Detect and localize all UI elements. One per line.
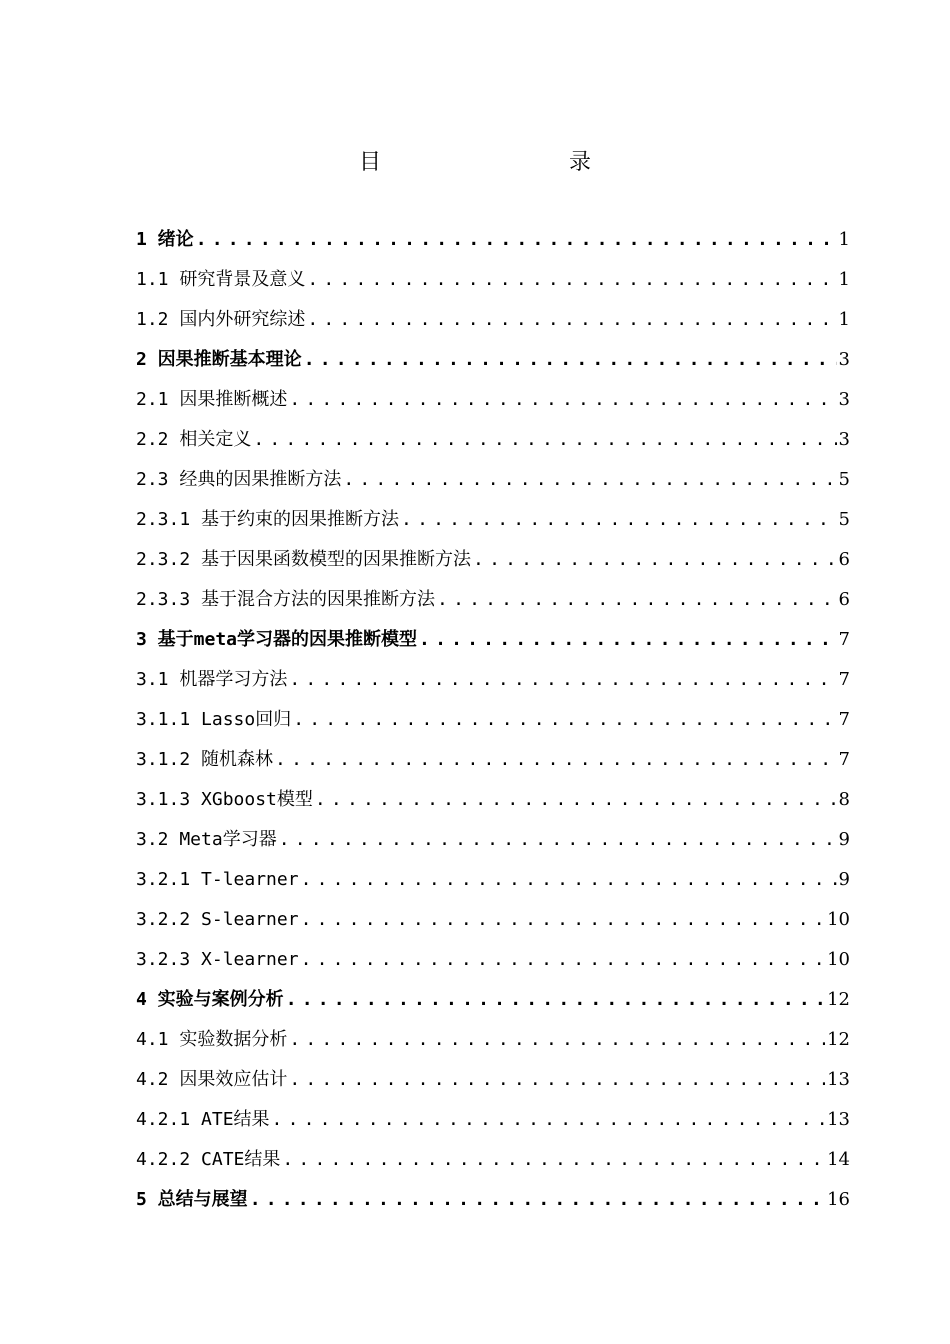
toc-entry-label: 2.3.3 基于混合方法的因果推断方法	[136, 589, 436, 610]
toc-entry-label: 3.1 机器学习方法	[136, 669, 288, 690]
toc-dot-leader	[289, 380, 836, 420]
toc-dot-leader	[282, 1140, 825, 1180]
toc-entry[interactable]	[136, 1020, 850, 1060]
toc-entry-page-number: 3	[838, 389, 850, 410]
toc-entry-page-number: 1	[838, 229, 850, 250]
toc-entry[interactable]	[136, 1180, 850, 1220]
page-title: 目 录	[358, 150, 639, 175]
toc-entry[interactable]	[136, 380, 850, 420]
toc-entry[interactable]	[136, 300, 850, 340]
toc-entry-label: 3.2 Meta学习器	[136, 829, 277, 850]
toc-entry[interactable]	[136, 420, 850, 460]
toc-dot-leader	[307, 300, 836, 340]
toc-entry-label: 3.2.1 T-learner	[136, 869, 299, 890]
toc-entry-page-number: 6	[838, 589, 850, 610]
toc-dot-leader	[419, 620, 837, 660]
toc-entry[interactable]	[136, 460, 850, 500]
toc-entry-page-number: 13	[827, 1069, 850, 1090]
toc-entry-label: 1.1 研究背景及意义	[136, 269, 306, 290]
toc-entry-label: 4.2.1 ATE结果	[136, 1109, 270, 1130]
toc-entry-label: 3 基于meta学习器的因果推断模型	[136, 629, 418, 650]
toc-entry[interactable]	[136, 980, 850, 1020]
toc-entry-label: 5 总结与展望	[136, 1189, 248, 1210]
toc-entry-label: 3.2.2 S-learner	[136, 909, 299, 930]
toc-entry-page-number: 10	[827, 949, 850, 970]
toc-dot-leader	[301, 900, 826, 940]
toc-dot-leader	[437, 580, 837, 620]
toc-dot-leader	[473, 540, 837, 580]
toc-entry[interactable]	[136, 660, 850, 700]
toc-entry-page-number: 7	[838, 749, 850, 770]
toc-entry-page-number: 8	[838, 789, 850, 810]
toc-dot-leader	[307, 260, 836, 300]
toc-dot-leader	[293, 700, 836, 740]
toc-entry[interactable]	[136, 540, 850, 580]
toc-dot-leader	[343, 460, 836, 500]
toc-entry-page-number: 16	[827, 1189, 850, 1210]
toc-entry-page-number: 1	[838, 309, 850, 330]
toc-entry-label: 3.1.3 XGboost模型	[136, 789, 313, 810]
toc-entry-label: 2.1 因果推断概述	[136, 389, 288, 410]
toc-entry-label: 4.2.2 CATE结果	[136, 1149, 281, 1170]
toc-entry-page-number: 9	[838, 829, 850, 850]
toc-entry-label: 4.1 实验数据分析	[136, 1029, 288, 1050]
toc-entry-label: 4.2 因果效应估计	[136, 1069, 288, 1090]
toc-dot-leader	[289, 1020, 825, 1060]
toc-entry-label: 4 实验与案例分析	[136, 989, 284, 1010]
toc-entry-page-number: 7	[838, 629, 850, 650]
toc-entry-label: 1.2 国内外研究综述	[136, 309, 306, 330]
toc-entry-label: 2.3.2 基于因果函数模型的因果推断方法	[136, 549, 472, 570]
toc-entry-label: 3.1.1 Lasso回归	[136, 709, 292, 730]
toc-entry-page-number: 5	[838, 509, 850, 530]
toc-entry[interactable]	[136, 940, 850, 980]
toc-dot-leader	[275, 740, 837, 780]
toc-entry[interactable]	[136, 780, 850, 820]
toc-dot-leader	[304, 340, 837, 380]
toc-entry-page-number: 10	[827, 909, 850, 930]
toc-entry-page-number: 13	[827, 1109, 850, 1130]
toc-entry[interactable]	[136, 260, 850, 300]
toc-dot-leader	[279, 820, 837, 860]
toc-entry-page-number: 7	[838, 669, 850, 690]
toc-entry-label: 2 因果推断基本理论	[136, 349, 302, 370]
toc-entry[interactable]	[136, 1140, 850, 1180]
toc-entry-page-number: 1	[838, 269, 850, 290]
toc-entry-label: 2.3.1 基于约束的因果推断方法	[136, 509, 400, 530]
toc-dot-leader	[253, 420, 836, 460]
toc-entry[interactable]	[136, 620, 850, 660]
toc-list	[136, 220, 850, 1220]
toc-entry-page-number: 12	[827, 1029, 850, 1050]
toc-dot-leader	[315, 780, 837, 820]
toc-entry-page-number: 9	[838, 869, 850, 890]
toc-dot-leader	[301, 940, 826, 980]
toc-entry-label: 2.2 相关定义	[136, 429, 252, 450]
toc-entry-page-number: 14	[827, 1149, 850, 1170]
toc-entry-label: 3.1.2 随机森林	[136, 749, 274, 770]
toc-dot-leader	[289, 1060, 825, 1100]
toc-entry[interactable]	[136, 700, 850, 740]
toc-entry-page-number: 3	[838, 429, 850, 450]
toc-entry[interactable]	[136, 1060, 850, 1100]
toc-entry-page-number: 3	[838, 349, 850, 370]
toc-entry-label: 2.3 经典的因果推断方法	[136, 469, 342, 490]
toc-dot-leader	[301, 860, 837, 900]
toc-dot-leader	[401, 500, 837, 540]
toc-entry[interactable]	[136, 1100, 850, 1140]
toc-entry[interactable]	[136, 340, 850, 380]
toc-dot-leader	[196, 220, 837, 260]
toc-entry-page-number: 12	[827, 989, 850, 1010]
toc-entry[interactable]	[136, 500, 850, 540]
toc-entry-page-number: 5	[838, 469, 850, 490]
toc-entry[interactable]	[136, 820, 850, 860]
toc-entry-label: 1 绪论	[136, 229, 194, 250]
toc-entry[interactable]	[136, 860, 850, 900]
toc-dot-leader	[250, 1180, 825, 1220]
toc-entry-page-number: 7	[838, 709, 850, 730]
toc-entry[interactable]	[136, 580, 850, 620]
toc-entry[interactable]	[136, 740, 850, 780]
toc-dot-leader	[286, 980, 825, 1020]
toc-dot-leader	[289, 660, 836, 700]
toc-entry-label: 3.2.3 X-learner	[136, 949, 299, 970]
toc-dot-leader	[272, 1100, 826, 1140]
toc-entry-page-number: 6	[838, 549, 850, 570]
toc-entry[interactable]	[136, 220, 850, 260]
toc-entry[interactable]	[136, 900, 850, 940]
